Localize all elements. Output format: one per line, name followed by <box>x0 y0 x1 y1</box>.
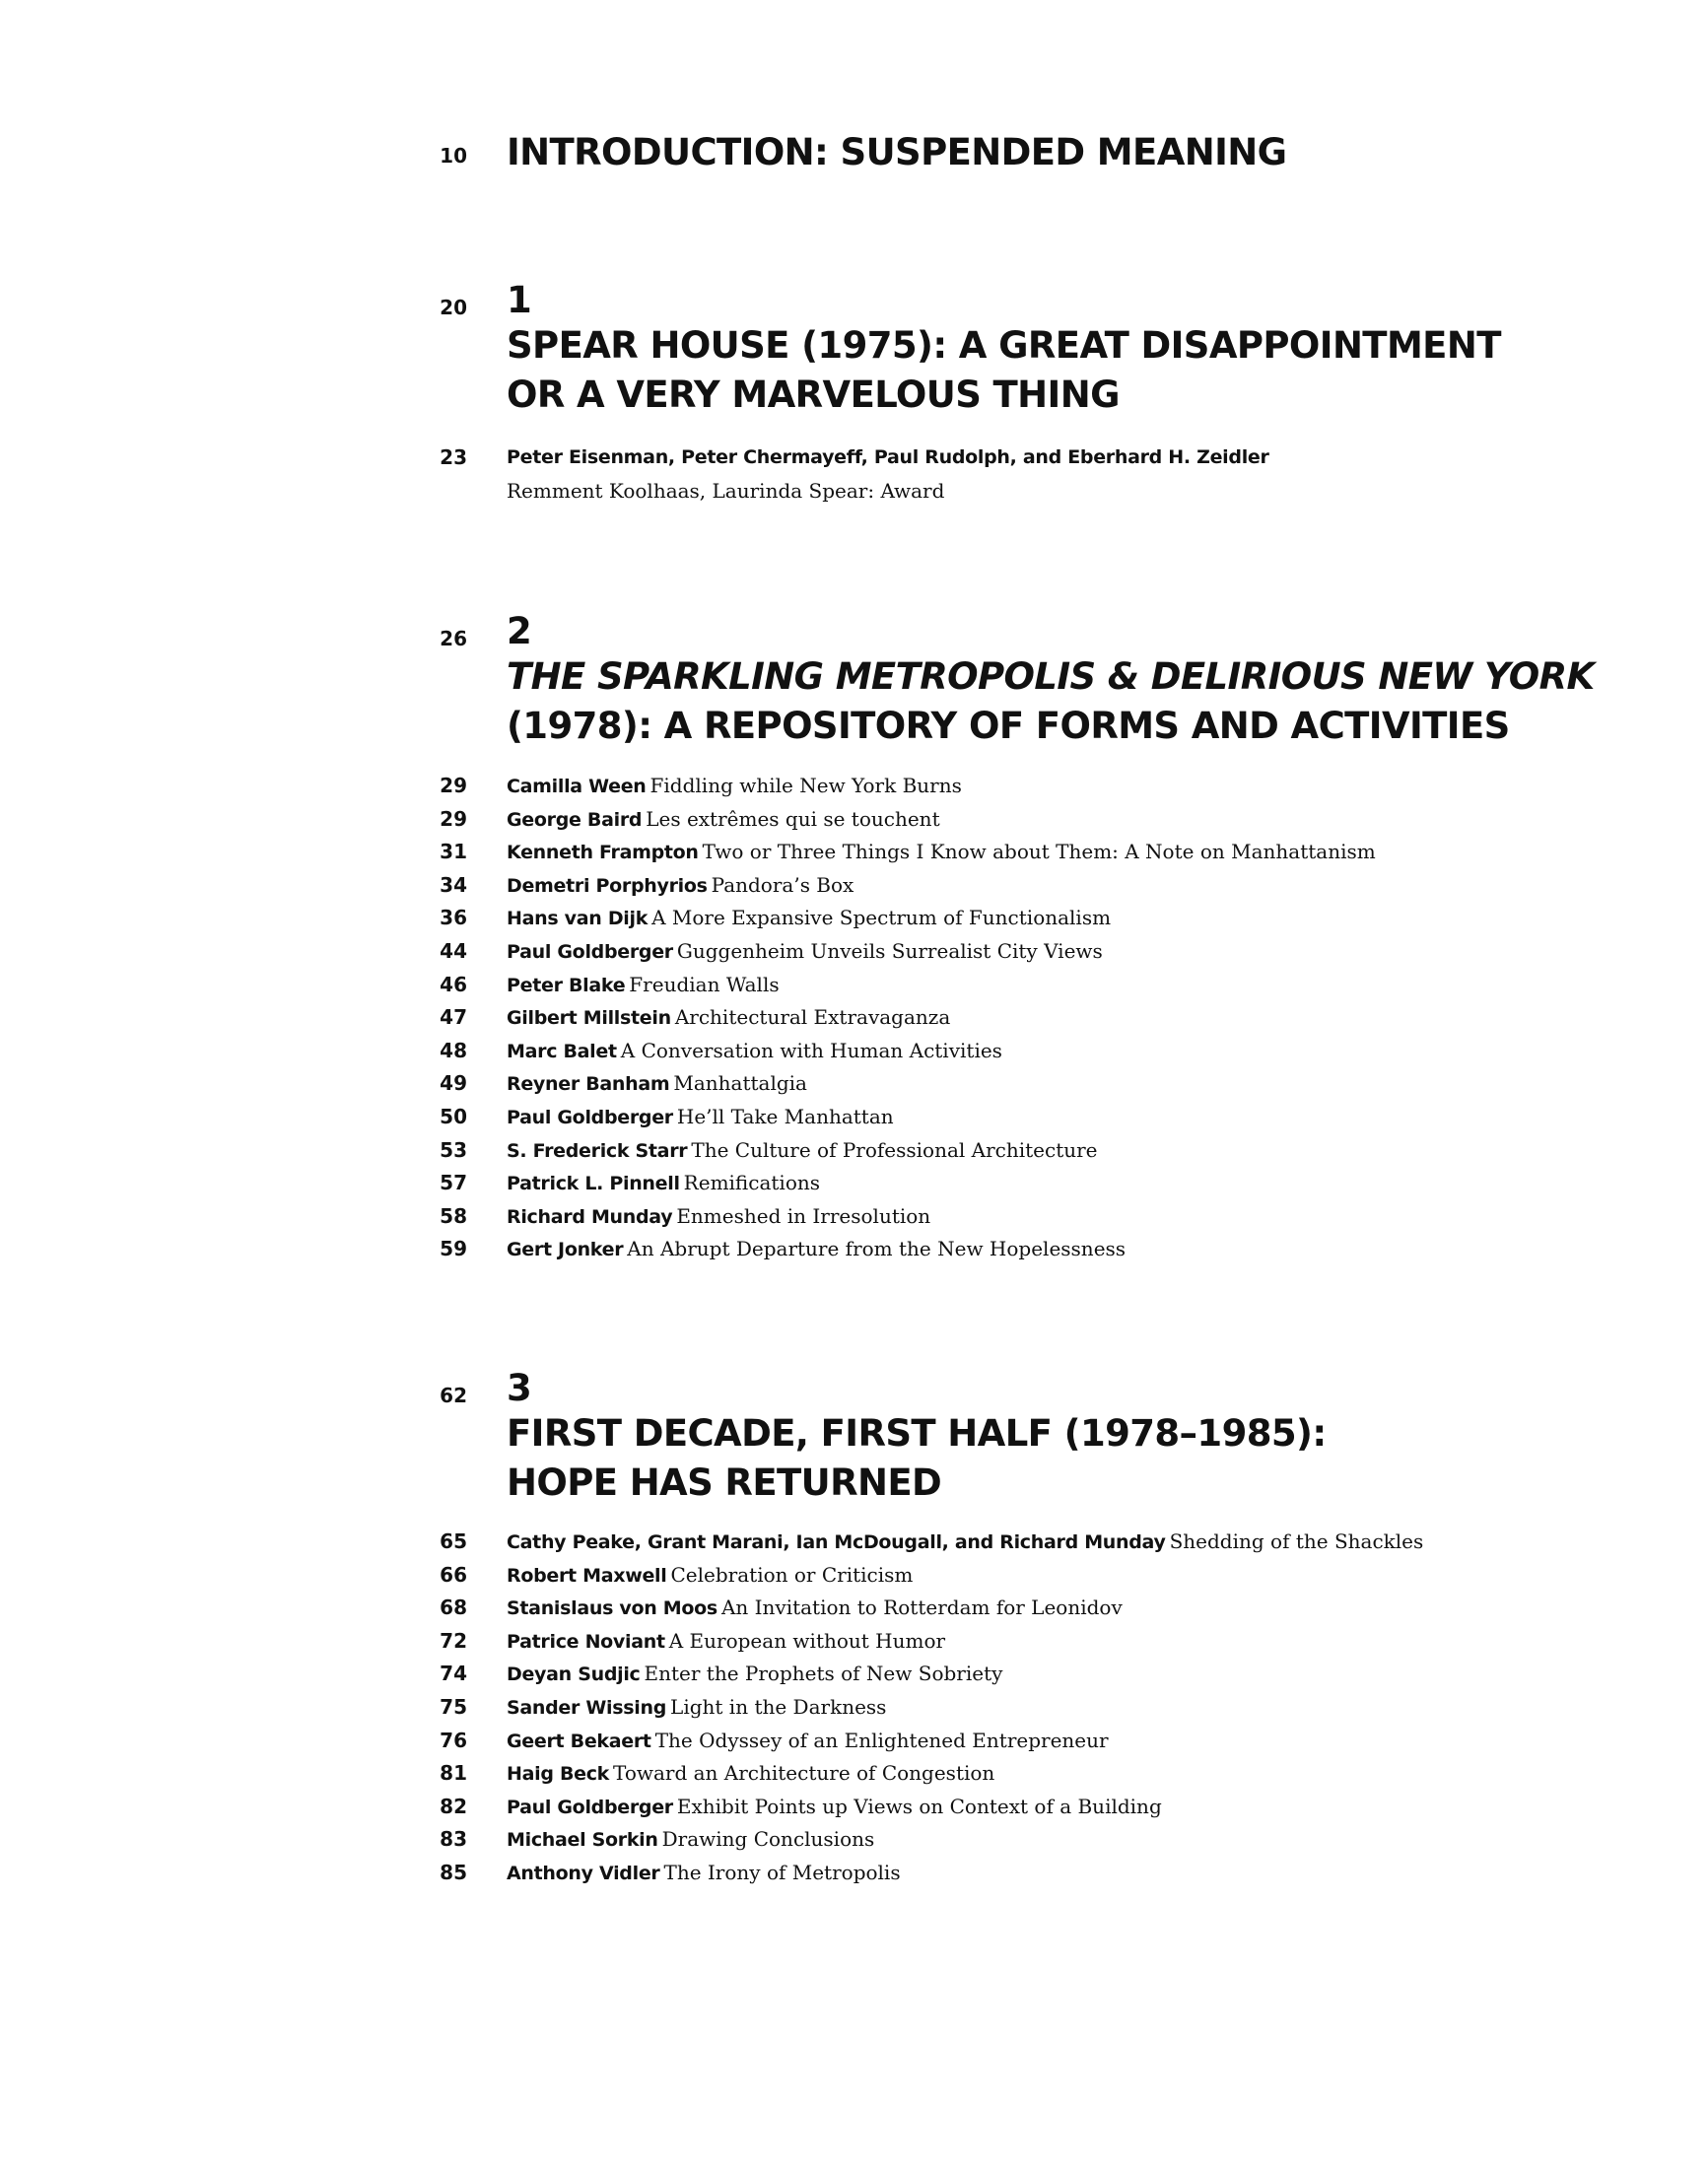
toc-entry <box>0 906 1281 939</box>
entry-text <box>507 1071 807 1098</box>
toc-entry <box>0 1204 1281 1238</box>
toc-entry <box>0 1695 1281 1729</box>
toc-entry <box>0 1171 1281 1204</box>
chapter-1-heading-block <box>507 280 1501 420</box>
toc-entry <box>0 1563 1281 1596</box>
entry-page-number: 83 <box>440 1827 467 1852</box>
entry-page-number: 29 <box>440 806 467 831</box>
entry-page-number: 36 <box>440 906 467 930</box>
intro-page-number: 10 <box>440 144 467 168</box>
entry-title: Manhattalgia <box>673 1071 807 1096</box>
toc-entry <box>0 1071 1281 1105</box>
entry-text <box>507 906 1111 932</box>
entry-title: Enter the Prophets of New Sobriety <box>644 1662 1003 1686</box>
chapter-2-title-italic: THE SPARKLING METROPOLIS & DELIRIOUS NEW YORK <box>507 655 1595 698</box>
chapter-1-title-line-2: OR A VERY MARVELOUS THING <box>507 373 1120 416</box>
entry-page-number: 68 <box>440 1596 467 1620</box>
entry-text <box>507 1039 1002 1065</box>
entry-title: Les extrêmes qui se touchent <box>646 806 940 831</box>
entry-title: Drawing Conclusions <box>661 1827 875 1852</box>
toc-entry <box>0 1039 1281 1072</box>
toc-entry <box>0 445 1281 479</box>
entry-author: Anthony Vidler <box>507 1863 660 1884</box>
chapter-3-number: 3 <box>507 1367 532 1409</box>
entry-author: Peter Eisenman, Peter Chermayeff, Paul Rudolph, and Eberhard H. Zeidler <box>507 446 1269 468</box>
entry-text <box>507 1827 874 1854</box>
toc-entry <box>0 1237 1281 1270</box>
entry-text <box>507 445 1269 471</box>
entry-author: Paul Goldberger <box>507 1796 673 1818</box>
entry-page-number: 50 <box>440 1105 467 1128</box>
toc-entry <box>0 1629 1281 1663</box>
chapter-1-page-number: 20 <box>440 296 467 319</box>
toc-entry <box>0 1729 1281 1762</box>
entry-page-number: 31 <box>440 840 467 864</box>
toc-entry <box>0 1827 1281 1861</box>
entry-title: Fiddling while New York Burns <box>649 774 962 797</box>
toc-entry <box>0 939 1281 973</box>
entry-author: Kenneth Frampton <box>507 842 699 864</box>
entry-page-number: 59 <box>440 1237 467 1261</box>
chapter-1-title-line-1: SPEAR HOUSE (1975): A GREAT DISAPPOINTMENT <box>507 324 1501 367</box>
entry-text <box>507 1138 1098 1165</box>
entry-author: Camilla Ween <box>507 776 647 797</box>
entry-title: Freudian Walls <box>629 972 780 996</box>
entry-text <box>507 1596 1123 1622</box>
entry-author: Stanislaus von Moos <box>507 1597 717 1620</box>
toc-entry <box>0 1138 1281 1172</box>
entry-text <box>507 1695 886 1722</box>
toc-entry <box>0 1861 1281 1894</box>
entry-page-number: 81 <box>440 1761 467 1786</box>
entry-author: Demetri Porphyrios <box>507 874 708 897</box>
entry-page-number: 85 <box>440 1861 467 1884</box>
entry-title: A Conversation with Human Activities <box>620 1038 1002 1062</box>
entry-author: Haig Beck <box>507 1763 610 1786</box>
chapter-1-number: 1 <box>507 279 532 321</box>
entry-text <box>507 1761 994 1788</box>
entry-title: Enmeshed in Irresolution <box>676 1203 931 1228</box>
entry-title: Exhibit Points up Views on Context of a Building <box>676 1794 1162 1818</box>
entry-title: Celebration or Criticism <box>670 1562 914 1587</box>
entry-title: Remifications <box>683 1171 821 1195</box>
chapter-2-number: 2 <box>507 610 532 652</box>
entry-text <box>507 973 780 999</box>
entry-text <box>507 939 1103 966</box>
entry-page-number: 49 <box>440 1071 467 1096</box>
entry-text <box>507 1529 1423 1556</box>
entry-title: An Invitation to Rotterdam for Leonidov <box>720 1596 1123 1620</box>
entry-page-number: 48 <box>440 1038 467 1062</box>
toc-entry <box>0 1596 1281 1629</box>
entry-text <box>507 873 854 900</box>
entry-author: Peter Blake <box>507 974 626 996</box>
entry-author: Reyner Banham <box>507 1073 670 1096</box>
entry-page-number: 44 <box>440 939 467 963</box>
intro-heading: INTRODUCTION: SUSPENDED MEANING <box>507 131 1287 173</box>
entry-title: An Abrupt Departure from the New Hopelessness <box>627 1237 1127 1261</box>
entry-author: Sander Wissing <box>507 1697 667 1719</box>
entry-page-number: 72 <box>440 1628 467 1653</box>
chapter-2-title-line-1 <box>507 652 1595 702</box>
entry-page-number: 29 <box>440 774 467 797</box>
entry-author: Richard Munday <box>507 1205 673 1228</box>
entry-title: Shedding of the Shackles <box>1169 1529 1424 1553</box>
entry-page-number: 57 <box>440 1171 467 1195</box>
entry-title: Light in the Darkness <box>670 1695 887 1719</box>
entry-text <box>507 1171 820 1197</box>
entry-subtitle: Remment Koolhaas, Laurinda Spear: Award <box>507 479 945 503</box>
entry-text <box>507 774 962 800</box>
entry-author: Gert Jonker <box>507 1239 624 1261</box>
entry-page-number: 65 <box>440 1529 467 1553</box>
entry-text <box>507 1105 894 1131</box>
entry-author: Michael Sorkin <box>507 1829 658 1852</box>
toc-entry-subtitle <box>0 479 1281 512</box>
entry-title: Guggenheim Unveils Surrealist City Views <box>676 939 1103 963</box>
toc-entry <box>0 840 1376 873</box>
entry-page-number: 53 <box>440 1137 467 1162</box>
entry-author: Deyan Sudjic <box>507 1664 641 1686</box>
toc-entry <box>0 1005 1281 1039</box>
toc-entry <box>0 1105 1281 1138</box>
toc-entry <box>0 1662 1281 1695</box>
entry-page-number: 66 <box>440 1562 467 1587</box>
chapter-2-heading-block <box>507 611 1595 751</box>
entry-author: George Baird <box>507 808 643 831</box>
entry-author: Patrick L. Pinnell <box>507 1173 680 1195</box>
entry-text <box>507 1237 1126 1263</box>
toc-entry <box>0 807 1281 841</box>
toc-entry <box>0 873 1281 907</box>
chapter-3-heading-block <box>507 1368 1327 1508</box>
entry-text <box>507 807 940 834</box>
entry-author: Gilbert Millstein <box>507 1007 671 1030</box>
entry-title: Pandora’s Box <box>711 872 854 897</box>
entry-text <box>507 1005 950 1032</box>
entry-title: A More Expansive Spectrum of Functionalism <box>651 906 1112 930</box>
entry-page-number: 76 <box>440 1728 467 1752</box>
chapter-3-title-line-1: FIRST DECADE, FIRST HALF (1978–1985): <box>507 1412 1327 1455</box>
entry-page-number: 58 <box>440 1203 467 1228</box>
entry-text <box>507 1204 930 1231</box>
entry-title: Two or Three Things I Know about Them: A Note on Manhattanism <box>702 840 1376 864</box>
entry-page-number: 23 <box>440 445 467 469</box>
entry-page-number: 75 <box>440 1695 467 1719</box>
entry-title: The Culture of Professional Architecture <box>691 1137 1098 1162</box>
toc-entry <box>0 1795 1281 1828</box>
entry-text <box>507 1629 945 1656</box>
chapter-3-page-number: 62 <box>440 1384 467 1407</box>
entry-page-number: 47 <box>440 1005 467 1030</box>
entry-page-number: 34 <box>440 872 467 897</box>
entry-text <box>507 1795 1162 1821</box>
entry-text <box>507 1861 901 1887</box>
entry-author: Geert Bekaert <box>507 1730 651 1752</box>
entry-page-number: 82 <box>440 1794 467 1818</box>
entry-author: S. Frederick Starr <box>507 1139 688 1162</box>
entry-text <box>507 1563 913 1590</box>
entry-title: A European without Humor <box>668 1628 946 1653</box>
entry-title: Architectural Extravaganza <box>674 1005 951 1030</box>
entry-author: Paul Goldberger <box>507 941 673 963</box>
entry-title: The Odyssey of an Enlightened Entrepreneur <box>654 1728 1109 1752</box>
entry-page-number: 46 <box>440 972 467 996</box>
entry-author: Robert Maxwell <box>507 1564 667 1587</box>
entry-author: Hans van Dijk <box>507 908 649 930</box>
intro-heading-block <box>507 128 1286 177</box>
chapter-3-title-line-2: HOPE HAS RETURNED <box>507 1461 942 1504</box>
entry-title: He’ll Take Manhattan <box>676 1105 894 1128</box>
entry-title: The Irony of Metropolis <box>663 1861 901 1884</box>
entry-author: Patrice Noviant <box>507 1630 665 1653</box>
entry-author: Marc Balet <box>507 1040 617 1062</box>
entry-author: Cathy Peake, Grant Marani, Ian McDougall, and Richard Munday <box>507 1531 1166 1553</box>
entry-text <box>507 840 1376 866</box>
entry-text <box>507 1662 1002 1688</box>
toc-entry <box>0 1761 1281 1795</box>
toc-entry <box>0 1529 1424 1563</box>
entry-author: Paul Goldberger <box>507 1107 673 1128</box>
chapter-2-title-line-2: (1978): A REPOSITORY OF FORMS AND ACTIVITIES <box>507 705 1510 747</box>
entry-text <box>507 1729 1109 1755</box>
entry-title: Toward an Architecture of Congestion <box>613 1761 995 1786</box>
chapter-2-page-number: 26 <box>440 627 467 650</box>
entry-page-number: 74 <box>440 1662 467 1686</box>
toc-entry <box>0 774 1281 807</box>
toc-entry <box>0 973 1281 1006</box>
